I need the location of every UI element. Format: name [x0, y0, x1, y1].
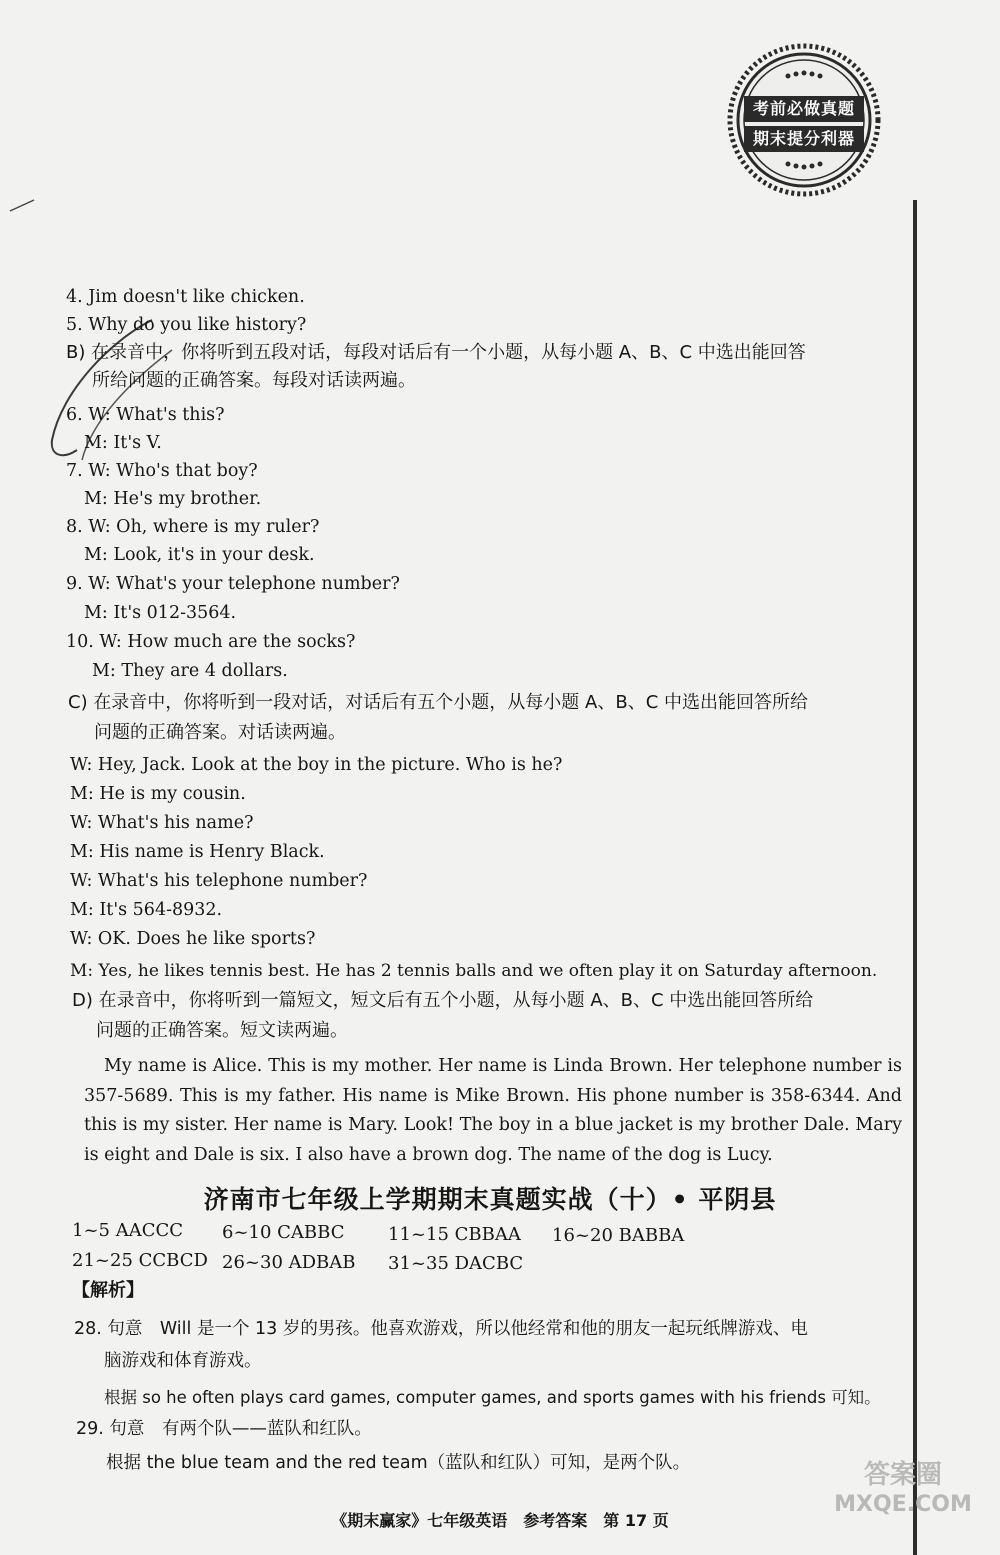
text-line: 5. Why do you like history?: [66, 315, 307, 335]
text-line: 4. Jim doesn't like chicken.: [66, 287, 305, 307]
answer-group: 31~35 DACBC: [388, 1253, 524, 1274]
section-c-instruction: C) 在录音中，你将听到一段对话，对话后有五个小题，从每小题 A、B、C 中选出能回答所给: [68, 692, 808, 713]
dialogue-line: M: It's 564-8932.: [70, 900, 223, 920]
analysis-line: 脑游戏和体育游戏。: [104, 1351, 262, 1371]
dialogue-line: W: Hey, Jack. Look at the boy in the picture. Who is he?: [70, 755, 563, 775]
dialogue-line: W: What's his telephone number?: [70, 871, 368, 891]
answer-group: 21~25 CCBCD: [72, 1250, 208, 1271]
seal-line-1: 考前必做真题: [744, 96, 864, 122]
analysis-line: 29. 句意 有两个队——蓝队和红队。: [76, 1419, 372, 1439]
dialogue-line: M: He is my cousin.: [70, 784, 246, 804]
section-d-instruction: 问题的正确答案。短文读两遍。: [96, 1020, 348, 1041]
section-heading: 济南市七年级上学期期末真题实战（十）• 平阴县: [203, 1185, 777, 1214]
text-line: 6. W: What's this?: [66, 405, 225, 425]
watermark: [828, 1460, 978, 1520]
text-line: M: Look, it's in your desk.: [84, 545, 315, 565]
seal-line-2: 期末提分利器: [744, 126, 864, 152]
text-line: M: It's 012-3564.: [84, 603, 237, 623]
answer-group: 26~30 ADBAB: [222, 1252, 356, 1273]
analysis-line: 根据 so he often plays card games, computer games, and sports games with his friends 可知。: [104, 1388, 881, 1407]
pen-mark: [8, 196, 38, 216]
section-d-instruction: D) 在录音中，你将听到一篇短文，短文后有五个小题，从每小题 A、B、C 中选出能回答所给: [72, 990, 814, 1011]
watermark-line-1: 答案圈: [863, 1460, 942, 1490]
text-line: M: He's my brother.: [84, 489, 262, 509]
analysis-line: 28. 句意 Will 是一个 13 岁的男孩。他喜欢游戏，所以他经常和他的朋友一起玩纸牌游戏、电: [74, 1319, 808, 1339]
section-b-instruction: B) 在录音中，你将听到五段对话，每段对话后有一个小题，从每小题 A、B、C 中选出能回答: [66, 342, 806, 363]
answer-group: 6~10 CABBC: [222, 1222, 345, 1243]
text-line: 9. W: What's your telephone number?: [66, 574, 400, 594]
page-edge-rule: [913, 200, 917, 1555]
dialogue-line: W: What's his name?: [70, 813, 254, 833]
listening-passage: My name is Alice. This is my mother. Her name is Linda Brown. Her telephone number is 357-5689. This is my father. His name is Mike Brown. His phone number is 358-6344. And this is my sister. Her name is Mary. Look! The boy in a blue jacket is my brother Dale. Mary is eight and Dale is six. I also have a brown dog. The name of the dog is Lucy.: [84, 1056, 902, 1165]
answer-group: 11~15 CBBAA: [388, 1224, 521, 1245]
text-line: 10. W: How much are the socks?: [66, 632, 356, 652]
analysis-label: 【解析】: [72, 1280, 144, 1301]
dialogue-line: M: His name is Henry Black.: [70, 842, 325, 862]
text-line: 8. W: Oh, where is my ruler?: [66, 517, 320, 537]
text-line: M: It's V.: [84, 433, 162, 453]
answer-group: 16~20 BABBA: [552, 1225, 685, 1246]
dialogue-line: M: Yes, he likes tennis best. He has 2 tennis balls and we often play it on Saturday afternoon.: [70, 961, 878, 981]
section-b-instruction: 所给问题的正确答案。每段对话读两遍。: [92, 370, 416, 391]
watermark-line-2: MXQE.COM: [834, 1492, 972, 1517]
seal-stamp: [724, 42, 884, 198]
page-footer: 《期末赢家》七年级英语 参考答案 第 17 页: [331, 1511, 669, 1530]
answer-group: 1~5 AACCC: [72, 1220, 184, 1241]
analysis-line: 根据 the blue team and the red team（蓝队和红队）可知，是两个队。: [106, 1453, 691, 1473]
dialogue-line: W: OK. Does he like sports?: [70, 929, 316, 949]
text-line: M: They are 4 dollars.: [92, 661, 288, 681]
section-c-instruction: 问题的正确答案。对话读两遍。: [94, 722, 346, 743]
text-line: 7. W: Who's that boy?: [66, 461, 258, 481]
